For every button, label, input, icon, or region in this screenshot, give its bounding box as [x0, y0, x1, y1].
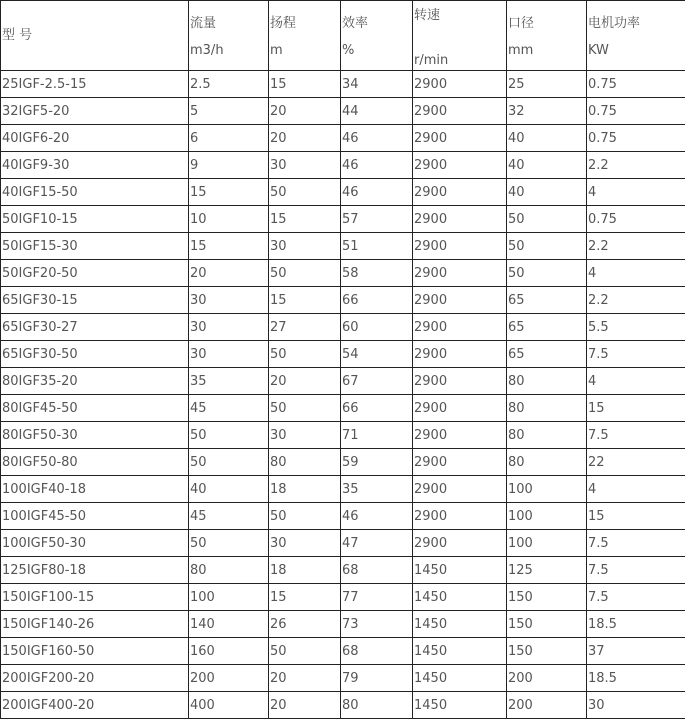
- table-row: [1, 71, 685, 98]
- table-row: [1, 557, 685, 584]
- cell-diameter: 65: [507, 287, 587, 314]
- cell-diameter: 150: [507, 611, 587, 638]
- table-row: [1, 584, 685, 611]
- cell-diameter: 200: [507, 692, 587, 719]
- cell-speed: 1450: [413, 557, 507, 584]
- cell-diameter: 200: [507, 665, 587, 692]
- cell-efficiency: 80: [341, 692, 413, 719]
- cell-head: 15: [269, 584, 341, 611]
- cell-speed: 2900: [413, 98, 507, 125]
- cell-model: 65IGF30-50: [1, 341, 189, 368]
- cell-speed: 2900: [413, 179, 507, 206]
- cell-model: 40IGF15-50: [1, 179, 189, 206]
- cell-motor-power: 0.75: [587, 98, 685, 125]
- cell-head: 20: [269, 98, 341, 125]
- cell-head: 50: [269, 503, 341, 530]
- cell-head: 26: [269, 611, 341, 638]
- header-flow-label: 流量: [190, 16, 217, 31]
- cell-motor-power: 7.5: [587, 341, 685, 368]
- cell-flow: 5: [189, 98, 269, 125]
- cell-efficiency: 68: [341, 557, 413, 584]
- table-row: [1, 395, 685, 422]
- cell-efficiency: 73: [341, 611, 413, 638]
- cell-speed: 2900: [413, 395, 507, 422]
- cell-motor-power: 7.5: [587, 557, 685, 584]
- cell-efficiency: 79: [341, 665, 413, 692]
- header-head: [269, 1, 341, 71]
- cell-diameter: 100: [507, 476, 587, 503]
- cell-diameter: 65: [507, 341, 587, 368]
- cell-head: 50: [269, 395, 341, 422]
- cell-efficiency: 47: [341, 530, 413, 557]
- header-diameter: [507, 1, 587, 71]
- table-row: [1, 125, 685, 152]
- cell-flow: 15: [189, 233, 269, 260]
- header-motor-power-unit: KW: [588, 43, 609, 58]
- cell-motor-power: 18.5: [587, 665, 685, 692]
- header-motor-power: [587, 1, 685, 71]
- cell-motor-power: 22: [587, 449, 685, 476]
- cell-head: 30: [269, 530, 341, 557]
- table-row: [1, 611, 685, 638]
- cell-head: 20: [269, 665, 341, 692]
- cell-flow: 30: [189, 341, 269, 368]
- cell-diameter: 40: [507, 179, 587, 206]
- cell-flow: 20: [189, 260, 269, 287]
- header-diameter-unit: mm: [508, 43, 534, 58]
- cell-motor-power: 15: [587, 395, 685, 422]
- cell-flow: 100: [189, 584, 269, 611]
- cell-diameter: 80: [507, 449, 587, 476]
- cell-efficiency: 44: [341, 98, 413, 125]
- cell-speed: 2900: [413, 530, 507, 557]
- cell-model: 150IGF160-50: [1, 638, 189, 665]
- cell-model: 100IGF50-30: [1, 530, 189, 557]
- cell-flow: 30: [189, 314, 269, 341]
- cell-model: 80IGF50-30: [1, 422, 189, 449]
- header-speed: [413, 1, 507, 71]
- cell-flow: 400: [189, 692, 269, 719]
- cell-diameter: 80: [507, 395, 587, 422]
- cell-diameter: 100: [507, 503, 587, 530]
- cell-head: 50: [269, 341, 341, 368]
- cell-motor-power: 18.5: [587, 611, 685, 638]
- table-row: [1, 287, 685, 314]
- cell-efficiency: 57: [341, 206, 413, 233]
- cell-head: 20: [269, 125, 341, 152]
- cell-model: 40IGF6-20: [1, 125, 189, 152]
- header-efficiency-unit: %: [342, 43, 355, 58]
- cell-efficiency: 66: [341, 287, 413, 314]
- cell-head: 30: [269, 422, 341, 449]
- cell-speed: 2900: [413, 71, 507, 98]
- table-row: [1, 665, 685, 692]
- cell-motor-power: 37: [587, 638, 685, 665]
- cell-motor-power: 30: [587, 692, 685, 719]
- cell-motor-power: 5.5: [587, 314, 685, 341]
- cell-model: 65IGF30-27: [1, 314, 189, 341]
- header-flow-unit: m3/h: [190, 43, 224, 58]
- cell-head: 50: [269, 179, 341, 206]
- header-motor-power-label: 电机功率: [588, 16, 641, 31]
- cell-motor-power: 7.5: [587, 530, 685, 557]
- cell-flow: 50: [189, 530, 269, 557]
- cell-motor-power: 2.2: [587, 287, 685, 314]
- cell-diameter: 50: [507, 206, 587, 233]
- cell-model: 80IGF45-50: [1, 395, 189, 422]
- header-efficiency-label: 效率: [342, 16, 369, 31]
- cell-efficiency: 46: [341, 179, 413, 206]
- cell-speed: 2900: [413, 314, 507, 341]
- cell-diameter: 40: [507, 152, 587, 179]
- header-model-label: 型 号: [2, 28, 33, 43]
- cell-head: 50: [269, 260, 341, 287]
- cell-flow: 2.5: [189, 71, 269, 98]
- cell-head: 15: [269, 287, 341, 314]
- cell-model: 50IGF20-50: [1, 260, 189, 287]
- cell-model: 32IGF5-20: [1, 98, 189, 125]
- cell-flow: 50: [189, 449, 269, 476]
- cell-efficiency: 60: [341, 314, 413, 341]
- table-row: [1, 692, 685, 719]
- cell-motor-power: 0.75: [587, 125, 685, 152]
- cell-diameter: 65: [507, 314, 587, 341]
- cell-speed: 2900: [413, 476, 507, 503]
- cell-speed: 1450: [413, 584, 507, 611]
- cell-model: 100IGF40-18: [1, 476, 189, 503]
- header-row: [1, 1, 685, 71]
- cell-efficiency: 51: [341, 233, 413, 260]
- cell-efficiency: 66: [341, 395, 413, 422]
- cell-head: 18: [269, 476, 341, 503]
- table-row: [1, 341, 685, 368]
- table-row: [1, 233, 685, 260]
- table-row: [1, 152, 685, 179]
- cell-head: 15: [269, 206, 341, 233]
- cell-model: 100IGF45-50: [1, 503, 189, 530]
- cell-motor-power: 2.2: [587, 233, 685, 260]
- cell-speed: 2900: [413, 233, 507, 260]
- cell-efficiency: 58: [341, 260, 413, 287]
- cell-flow: 40: [189, 476, 269, 503]
- header-efficiency: [341, 1, 413, 71]
- table-row: [1, 260, 685, 287]
- cell-motor-power: 15: [587, 503, 685, 530]
- cell-head: 50: [269, 638, 341, 665]
- cell-motor-power: 4: [587, 476, 685, 503]
- cell-head: 20: [269, 368, 341, 395]
- cell-flow: 6: [189, 125, 269, 152]
- cell-head: 20: [269, 692, 341, 719]
- cell-flow: 15: [189, 179, 269, 206]
- cell-speed: 2900: [413, 152, 507, 179]
- table-row: [1, 206, 685, 233]
- cell-motor-power: 4: [587, 368, 685, 395]
- cell-speed: 2900: [413, 341, 507, 368]
- table-row: [1, 503, 685, 530]
- cell-efficiency: 71: [341, 422, 413, 449]
- cell-head: 27: [269, 314, 341, 341]
- table-row: [1, 314, 685, 341]
- cell-speed: 1450: [413, 611, 507, 638]
- header-speed-unit: r/min: [414, 53, 449, 68]
- cell-speed: 2900: [413, 260, 507, 287]
- cell-diameter: 125: [507, 557, 587, 584]
- cell-flow: 45: [189, 503, 269, 530]
- cell-model: 50IGF15-30: [1, 233, 189, 260]
- cell-flow: 9: [189, 152, 269, 179]
- header-speed-label: 转速: [414, 8, 441, 23]
- cell-efficiency: 67: [341, 368, 413, 395]
- cell-diameter: 80: [507, 422, 587, 449]
- cell-head: 15: [269, 71, 341, 98]
- table-row: [1, 368, 685, 395]
- cell-diameter: 32: [507, 98, 587, 125]
- cell-flow: 45: [189, 395, 269, 422]
- cell-diameter: 40: [507, 125, 587, 152]
- cell-diameter: 150: [507, 638, 587, 665]
- cell-motor-power: 7.5: [587, 422, 685, 449]
- cell-head: 30: [269, 233, 341, 260]
- cell-efficiency: 68: [341, 638, 413, 665]
- cell-speed: 2900: [413, 503, 507, 530]
- cell-model: 80IGF50-80: [1, 449, 189, 476]
- cell-model: 200IGF400-20: [1, 692, 189, 719]
- cell-diameter: 50: [507, 233, 587, 260]
- cell-flow: 50: [189, 422, 269, 449]
- cell-model: 150IGF140-26: [1, 611, 189, 638]
- cell-diameter: 100: [507, 530, 587, 557]
- cell-model: 40IGF9-30: [1, 152, 189, 179]
- cell-efficiency: 46: [341, 125, 413, 152]
- cell-head: 30: [269, 152, 341, 179]
- cell-efficiency: 35: [341, 476, 413, 503]
- cell-model: 25IGF-2.5-15: [1, 71, 189, 98]
- table-row: [1, 98, 685, 125]
- cell-head: 80: [269, 449, 341, 476]
- cell-speed: 2900: [413, 422, 507, 449]
- table-row: [1, 530, 685, 557]
- cell-speed: 2900: [413, 449, 507, 476]
- cell-diameter: 80: [507, 368, 587, 395]
- cell-efficiency: 59: [341, 449, 413, 476]
- cell-motor-power: 2.2: [587, 152, 685, 179]
- cell-speed: 1450: [413, 665, 507, 692]
- cell-motor-power: 4: [587, 179, 685, 206]
- cell-flow: 35: [189, 368, 269, 395]
- table-row: [1, 179, 685, 206]
- cell-flow: 140: [189, 611, 269, 638]
- cell-speed: 2900: [413, 287, 507, 314]
- cell-motor-power: 7.5: [587, 584, 685, 611]
- table-row: [1, 476, 685, 503]
- table-row: [1, 449, 685, 476]
- cell-model: 125IGF80-18: [1, 557, 189, 584]
- cell-flow: 80: [189, 557, 269, 584]
- header-diameter-label: 口径: [508, 16, 535, 31]
- cell-motor-power: 0.75: [587, 71, 685, 98]
- cell-speed: 1450: [413, 692, 507, 719]
- cell-motor-power: 4: [587, 260, 685, 287]
- cell-model: 80IGF35-20: [1, 368, 189, 395]
- cell-efficiency: 46: [341, 152, 413, 179]
- cell-diameter: 25: [507, 71, 587, 98]
- header-model: [1, 1, 189, 71]
- cell-model: 150IGF100-15: [1, 584, 189, 611]
- cell-efficiency: 54: [341, 341, 413, 368]
- cell-speed: 2900: [413, 368, 507, 395]
- cell-speed: 1450: [413, 638, 507, 665]
- cell-efficiency: 46: [341, 503, 413, 530]
- cell-flow: 160: [189, 638, 269, 665]
- table-row: [1, 422, 685, 449]
- cell-diameter: 50: [507, 260, 587, 287]
- header-head-label: 扬程: [270, 16, 297, 31]
- cell-flow: 30: [189, 287, 269, 314]
- cell-flow: 200: [189, 665, 269, 692]
- cell-flow: 10: [189, 206, 269, 233]
- cell-diameter: 150: [507, 584, 587, 611]
- cell-efficiency: 34: [341, 71, 413, 98]
- cell-head: 18: [269, 557, 341, 584]
- cell-model: 50IGF10-15: [1, 206, 189, 233]
- cell-efficiency: 77: [341, 584, 413, 611]
- cell-model: 200IGF200-20: [1, 665, 189, 692]
- cell-model: 65IGF30-15: [1, 287, 189, 314]
- cell-speed: 2900: [413, 125, 507, 152]
- table-row: [1, 638, 685, 665]
- cell-motor-power: 0.75: [587, 206, 685, 233]
- header-flow: [189, 1, 269, 71]
- cell-speed: 2900: [413, 206, 507, 233]
- header-head-unit: m: [270, 43, 283, 58]
